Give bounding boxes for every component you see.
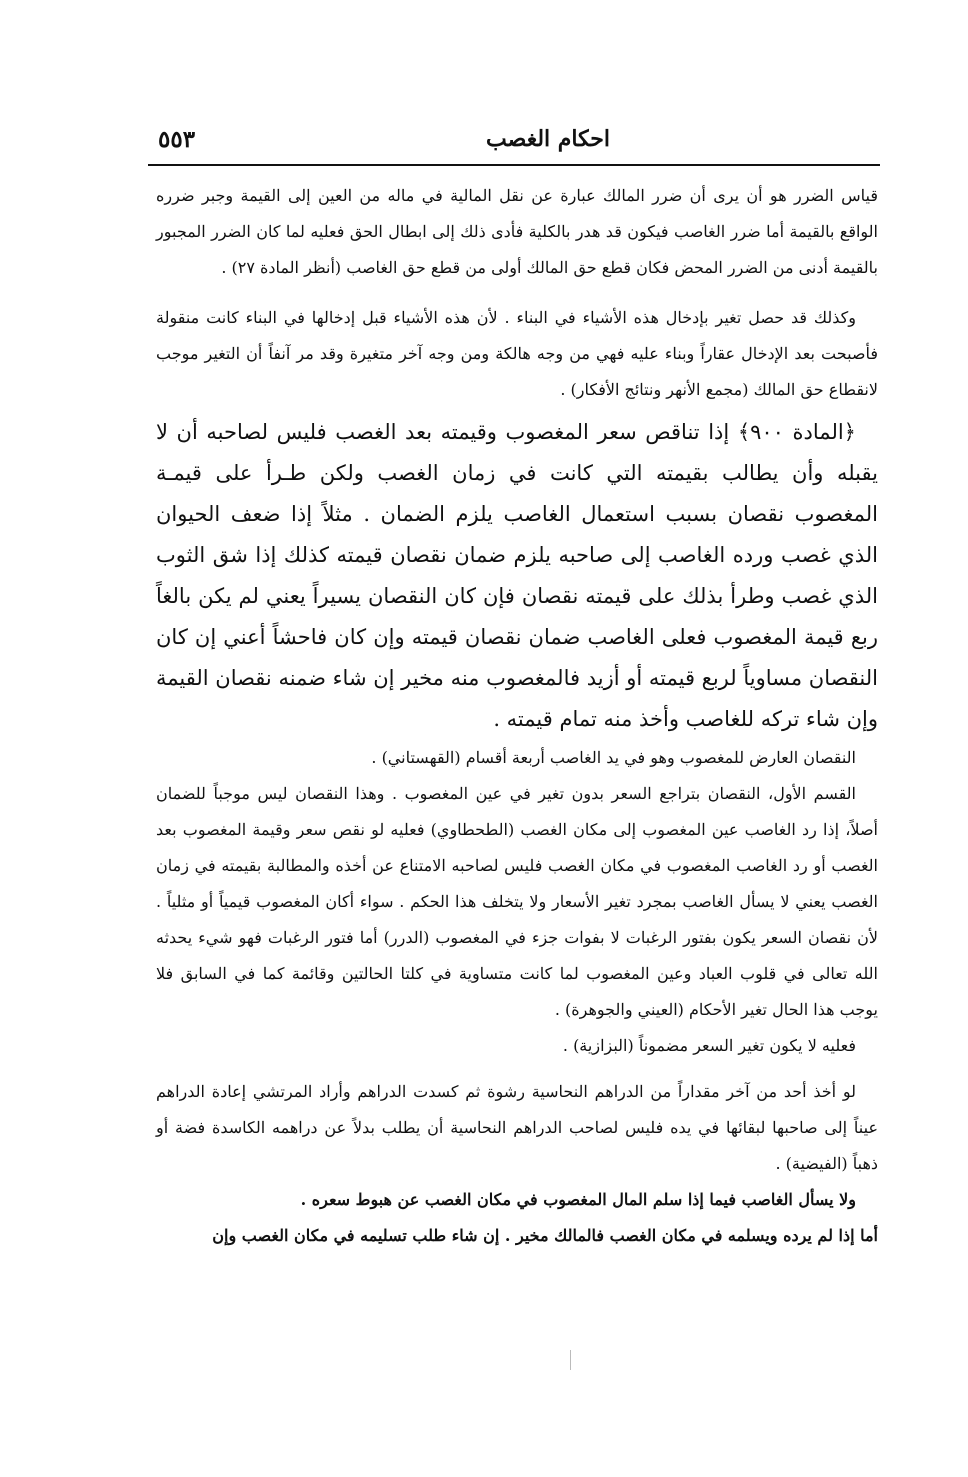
paragraph-building-change: وكذلك قد حصل تغير بإدخال هذه الأشياء في البناء . لأن هذه الأشياء قبل إدخالها في البناء كانت منقولة فأصبحت بعد الإدخال عقاراً وبناء عليه فهي من وجه هالكة ومن وجه آخر متغيرة وقد مر آنفاً أن التغير موجب لانقطاع حق المالك (مجمع الأنهر ونتائج الأفكار) .	[156, 308, 878, 399]
scan-mark	[570, 1350, 571, 1370]
paragraph-bribe-example: لو أخذ أحد من آخر مقداراً من الدراهم النحاسية رشوة ثم كسدت الدراهم وأراد المرتشي إعادة الدراهم عيناً إلى صاحبها لبقائها في يده فليس لصاحب الدراهم النحاسية أن يطلب بدلاً عن دراهمه الكاسدة فضة أو ذهباً (الفيضية) .	[156, 1082, 879, 1173]
paragraph-damage-comparison: قياس الضرر هو أن يرى أن ضرر المالك عبارة عن نقل المالية في ماله من العين إلى القيمة وجبر ضرره الواقع بالقيمة أما ضرر الغاصب فيكون قد هدر بالكلية فأدى ذلك إلى ابطال الحق فعليه لما كان الضرر المجبور بالقيمة أدنى من الضرر المحض فكان قطع حق المالك أولى من قطع حق الغاصب (أنظر المادة ٢٧) .	[156, 186, 878, 277]
running-title: احكام الغصب	[486, 126, 610, 152]
paragraph-price-not-guaranteed: فعليه لا يكون تغير السعر مضموناً (البزازية) .	[562, 1036, 856, 1055]
paragraph-four-kinds: النقصان العارض للمغصوب وهو في يد الغاصب أربعة أقسام (القهستاني) .	[371, 748, 856, 767]
page-content	[156, 178, 878, 1254]
page-header	[148, 118, 880, 166]
article-900: ﴿المادة ٩٠٠﴾ إذا تناقص سعر المغصوب وقيمته بعد الغصب فليس لصاحبه أن لا يقبله وأن يطالب بقيمته التي كانت في زمان الغصب ولكن طـرأ على قيمـة المغصوب نقصان بسبب استعمال الغاصب يلزم الضمان . مثلاً إذا ضعف الحيوان الذي غصب ورده الغاصب إلى صاحبه يلزم ضمان نقصان قيمته كذلك إذا شق الثوب الذي غصب وطرأ بذلك على قيمته نقصان فإن كان النقصان يسيراً يعني لم يكن بالغاً ربع قيمة المغصوب فعلى الغاصب ضمان نقصان قيمته وإن كان فاحشاً أعني إن كان النقصان مساوياً لربع قيمته أو أزيد فالمغصوب منه مخير إن شاء ضمنه نقصان القيمة وإن شاء تركه للغاصب وأخذ منه تمام قيمته .	[156, 420, 878, 731]
paragraph-price-drop: ولا يسأل الغاصب فيما إذا سلم المال المغصوب في مكان الغصب عن هبوط سعره .	[300, 1190, 856, 1209]
paragraph-owner-option: أما إذا لم يرده ويسلمه في مكان الغصب فالمالك مخير . إن شاء طلب تسليمه في مكان الغصب وإن	[212, 1226, 878, 1245]
page-number: ٥٥٣	[158, 126, 196, 153]
paragraph-first-kind: القسم الأول، النقصان بتراجع السعر بدون تغير في عين المغصوب . وهذا النقصان ليس موجباً للضمان أصلاً، إذا رد الغاصب عين المغصوب إلى مكان الغصب (الطحطاوي) فعليه لو نقص سعر وقيمة المغصوب بعد الغصب أو رد الغاصب المغصوب في مكان الغصب فليس لصاحبه الامتناع عن أخذه والمطالبة بقيمته في زمان الغصب يعني لا يسأل الغاصب بمجرد تغير الأسعار ولا يتخلف هذا الحكم . سواء أكان المغصوب قيمياً أو مثلياً . لأن نقصان السعر يكون بفتور الرغبات لا بفوات جزء في المغصوب (الدرر) أما فتور الرغبات فهو شيء يحدثه الله تعالى في قلوب العباد وعين المغصوب لما كانت متساوية في كلتا الحالتين وقائمة كما في السابق فلا يوجب هذا الحال تغير الأحكام (العيني والجوهرة) .	[156, 784, 878, 1019]
